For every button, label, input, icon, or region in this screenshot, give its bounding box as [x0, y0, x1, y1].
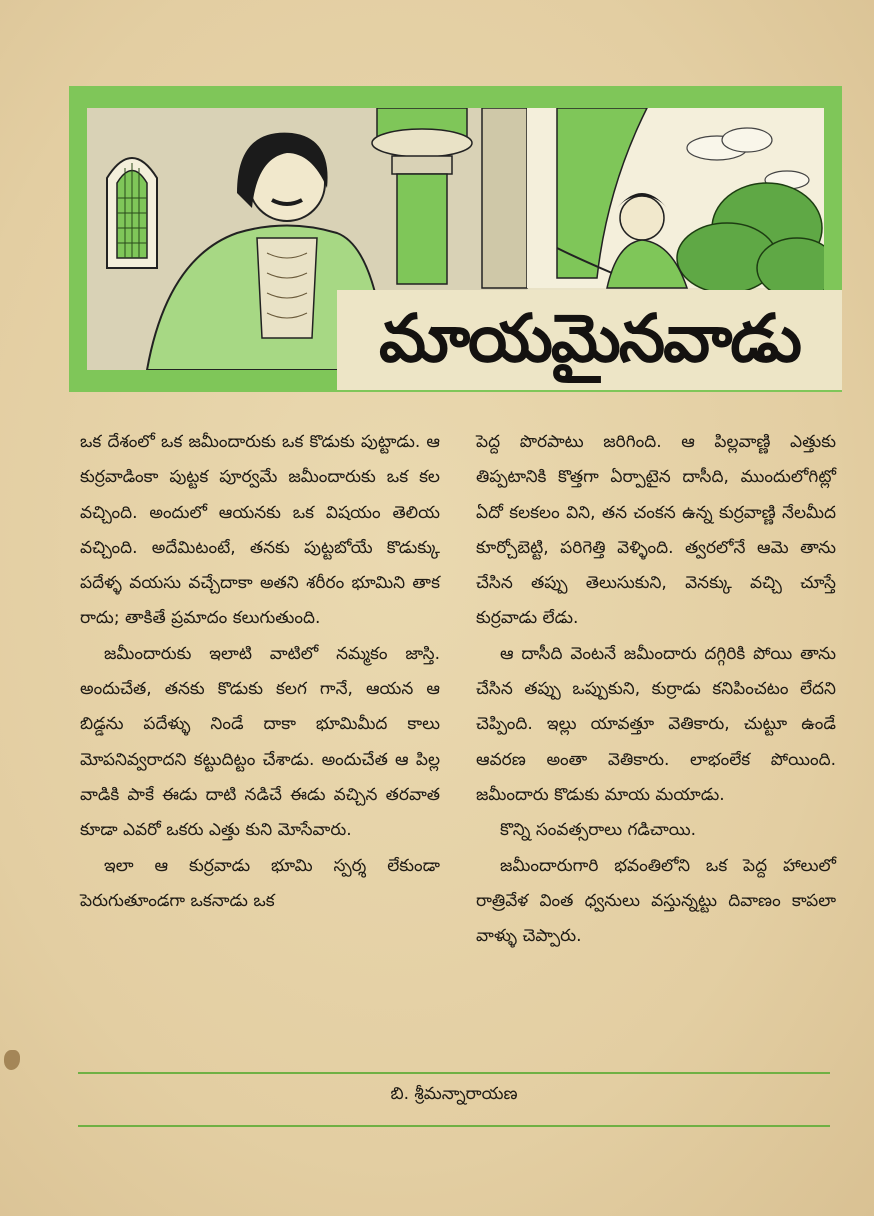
- paragraph: పెద్ద పొరపాటు జరిగింది. ఆ పిల్లవాణ్ణి ఎత్తుకు తిప్పటానికి కొత్తగా ఏర్పాటైన దాసీది, ముందులోగిట్లో ఏదో కలకలం విని, తన చంకన ఉన్న కుర్రవాణ్ణి నేలమీద కూర్చోబెట్టి, పరిగెత్తి వెళ్ళింది. త్వరలోనే ఆమె తాను చేసిన తప్పు తెలుసుకుని, వెనక్కు వచ్చి చూస్తే కుర్రవాడు లేడు.: [476, 432, 836, 629]
- paragraph: జమీందారుగారి భవంతిలోని ఒక పెద్ద హాలులో రాత్రివేళ వింత ధ్వనులు వస్తున్నట్టు దివాణం కాపలా వాళ్ళు చెప్పారు.: [476, 855, 836, 947]
- author-byline: బి. శ్రీమన్నారాయణ: [390, 1084, 518, 1104]
- divider: [78, 1072, 830, 1074]
- paper-stain: [4, 1050, 20, 1070]
- paragraph: ఇలా ఆ కుర్రవాడు భూమి స్పర్శ లేకుండా పెరుగుతూండగా ఒకనాడు ఒక: [80, 855, 440, 911]
- paragraph: జమీందారుకు ఇలాటి వాటిలో నమ్మకం జాస్తి. అందుచేత, తనకు కొడుకు కలగ గానే, ఆయన ఆ బిడ్డను పదేళ్ళు నిండే దాకా భూమిమీద కాలు మోపనివ్వరాదని కట్టుదిట్టం చేశాడు. అందుచేత ఆ పిల్ల వాడికి పాకే ఈడు దాటి నడిచే ఈడు వచ్చిన తరవాత కూడా ఎవరో ఒకరు ఎత్తు కుని మోసేవారు.: [80, 643, 440, 841]
- divider: [78, 1125, 830, 1127]
- header-banner: [69, 86, 842, 392]
- story-title: మాయమైనవాడు: [379, 300, 800, 377]
- title-plate: [337, 290, 842, 390]
- paragraph: ఒక దేశంలో ఒక జమీందారుకు ఒక కొడుకు పుట్టాడు. ఆ కుర్రవాడింకా పుట్టక పూర్వమే జమీందారుకు ఒక కల వచ్చింది. అందులో ఆయనకు ఒక విషయం తెలియ వచ్చింది. అదేమిటంటే, తనకు పుట్టబోయే కొడుక్కు పదేళ్ళ వయసు వచ్చేదాకా అతని శరీరం భూమిని తాక రాదు; తాకితే ప్రమాదం కలుగుతుంది.: [80, 432, 440, 629]
- paragraph: కొన్ని సంవత్సరాలు గడిచాయి.: [500, 820, 697, 841]
- left-column: [80, 425, 440, 919]
- paragraph: ఆ దాసీది వెంటనే జమీందారు దగ్గిరికి పోయి తాను చేసిన తప్పు ఒప్పుకుని, కుర్రాడు కనిపించటం లేదని చెప్పింది. ఇల్లు యావత్తూ వెతికారు, చుట్టూ ఉండే ఆవరణ అంతా వెతికారు. లాభంలేక పోయింది. జమీందారు కొడుకు మాయ మయాడు.: [476, 643, 836, 805]
- right-column: [476, 425, 836, 954]
